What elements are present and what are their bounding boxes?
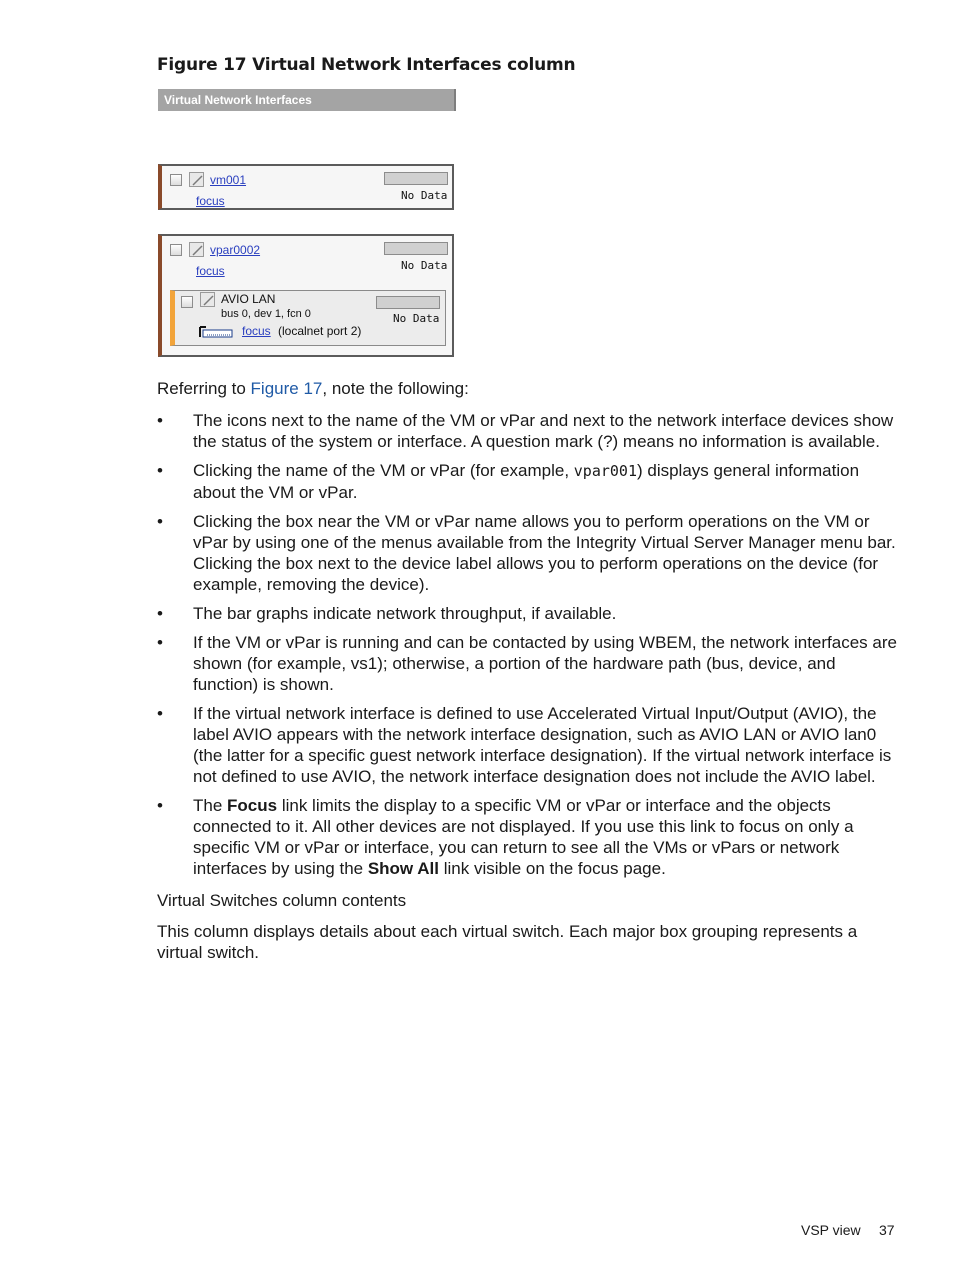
figure-xref-link[interactable]: Figure 17: [250, 379, 323, 398]
focus-link[interactable]: focus: [196, 194, 225, 208]
device-hw-path: bus 0, dev 1, fcn 0: [221, 308, 311, 320]
bar-label: No Data: [401, 259, 448, 272]
list-item: • If the VM or vPar is running and can be contacted by using WBEM, the network interfaces are shown (for example, vs1); otherwise, a portion of the hardware path (bus, device, and function) is shown.: [157, 633, 897, 694]
list-item: • Clicking the box near the VM or vPar name allows you to perform operations on the VM or vPar by using one of the menus available from the Integrity Virtual Server Manager menu bar. Clicking the box next to the device label allows you to perform operations on the device (for example, removing the device).: [157, 512, 896, 594]
list-item: • The Focus link limits the display to a specific VM or vPar or interface and the objects connected to it. All other devices are not displayed. If you use this link to focus on only a specific VM or vPar or interface, you can return to see all the VMs or vPars or network interfaces by using the Show All link visible on the focus page.: [157, 796, 854, 878]
list-item: • If the virtual network interface is defined to use Accelerated Virtual Input/Output (AVIO), the label AVIO appears with the network interface designation, such as AVIO LAN or AVIO lan0 (the latter for a specific guest network interface designation). If the virtual network interface is not defined to use AVIO, the network interface designation does not include the AVIO label.: [157, 704, 892, 786]
intro-suffix: , note the following:: [322, 379, 469, 398]
bullet-text: Clicking the name of the VM or vPar (for example,: [193, 461, 574, 480]
bullet-text: If the virtual network interface is defined to use Accelerated Virtual Input/Output (AVIO), the label AVIO appears with the network interface designation, such as AVIO LAN or AVIO lan0 (the latter for a specific guest network interface designation). If the virtual network interface is not defined to use AVIO, the network interface designation does not include the AVIO label.: [193, 704, 892, 786]
device-bar-label: No Data: [393, 312, 440, 325]
column-header-label: Virtual Network Interfaces: [164, 93, 312, 107]
device-port: (localnet port 2): [278, 324, 362, 338]
device-box-avio-lan: [170, 290, 446, 346]
device-select-checkbox[interactable]: [181, 296, 193, 308]
throughput-bar: [384, 242, 448, 255]
select-checkbox[interactable]: [170, 244, 182, 256]
bullet-text: link limits the display to a specific VM or vPar or interface and the objects connected to it. All other devices are not displayed. If you use this link to focus on only a specific VM or vPar or interface, you can return to see all the VMs or vPars or network interfaces by using the: [193, 796, 854, 878]
list-item: • The icons next to the name of the VM or vPar and next to the network interface devices show the status of the system or interface. A question mark (?) means no information is available.: [157, 411, 894, 451]
bold-term: Focus: [227, 796, 278, 815]
network-port-icon: [199, 326, 233, 338]
list-item: • Clicking the name of the VM or vPar (for example, vpar001) displays general information about the VM or vPar.: [157, 461, 860, 502]
device-status-icon: [200, 292, 215, 307]
section-paragraph: This column displays details about each virtual switch. Each major box grouping represents a virtual switch.: [157, 922, 858, 962]
bold-term: Show All: [367, 859, 439, 878]
vm-box-vm001: [158, 164, 454, 210]
device-title: AVIO LAN: [221, 292, 276, 306]
status-icon: [189, 242, 204, 257]
footer-label: VSP view: [801, 1222, 861, 1238]
column-header: [158, 89, 456, 111]
throughput-bar: [384, 172, 448, 185]
section-heading: Virtual Switches column contents: [157, 891, 407, 910]
code-example: vpar001: [573, 462, 637, 480]
vm-name-link[interactable]: vm001: [210, 173, 247, 187]
select-checkbox[interactable]: [170, 174, 182, 186]
device-focus-link[interactable]: focus: [242, 324, 271, 338]
vm-name-link[interactable]: vpar0002: [210, 243, 261, 257]
bar-label: No Data: [401, 189, 448, 202]
bullet-text: The: [193, 796, 228, 815]
bullet-text: The icons next to the name of the VM or vPar and next to the network interface devices show the status of the system or interface. A question mark (?) means no information is available.: [193, 411, 894, 451]
figure-title: Figure 17 Virtual Network Interfaces column: [157, 55, 576, 75]
intro-prefix: Referring to: [157, 379, 251, 398]
bullet-text: link visible on the focus page.: [438, 859, 666, 878]
list-item: • The bar graphs indicate network throughput, if available.: [157, 604, 617, 623]
status-icon: [189, 172, 204, 187]
bullet-text: ) displays general information about the VM or vPar.: [193, 461, 860, 502]
notes-list: [157, 410, 897, 887]
bullet-text: The bar graphs indicate network throughput, if available.: [193, 604, 617, 623]
page-number: 37: [879, 1222, 895, 1238]
device-throughput-bar: [376, 296, 440, 309]
focus-link[interactable]: focus: [196, 264, 225, 278]
bullet-text: If the VM or vPar is running and can be contacted by using WBEM, the network interfaces are shown (for example, vs1); otherwise, a portion of the hardware path (bus, device, and function) is shown.: [193, 633, 897, 694]
intro-paragraph: [157, 378, 897, 399]
bullet-text: Clicking the box near the VM or vPar name allows you to perform operations on the VM or vPar by using one of the menus available from the Integrity Virtual Server Manager menu bar. Clicking the box next to the device label allows you to perform operations on the device (for example, removing the device).: [193, 512, 896, 594]
vm-box-vpar0002: [158, 234, 454, 357]
